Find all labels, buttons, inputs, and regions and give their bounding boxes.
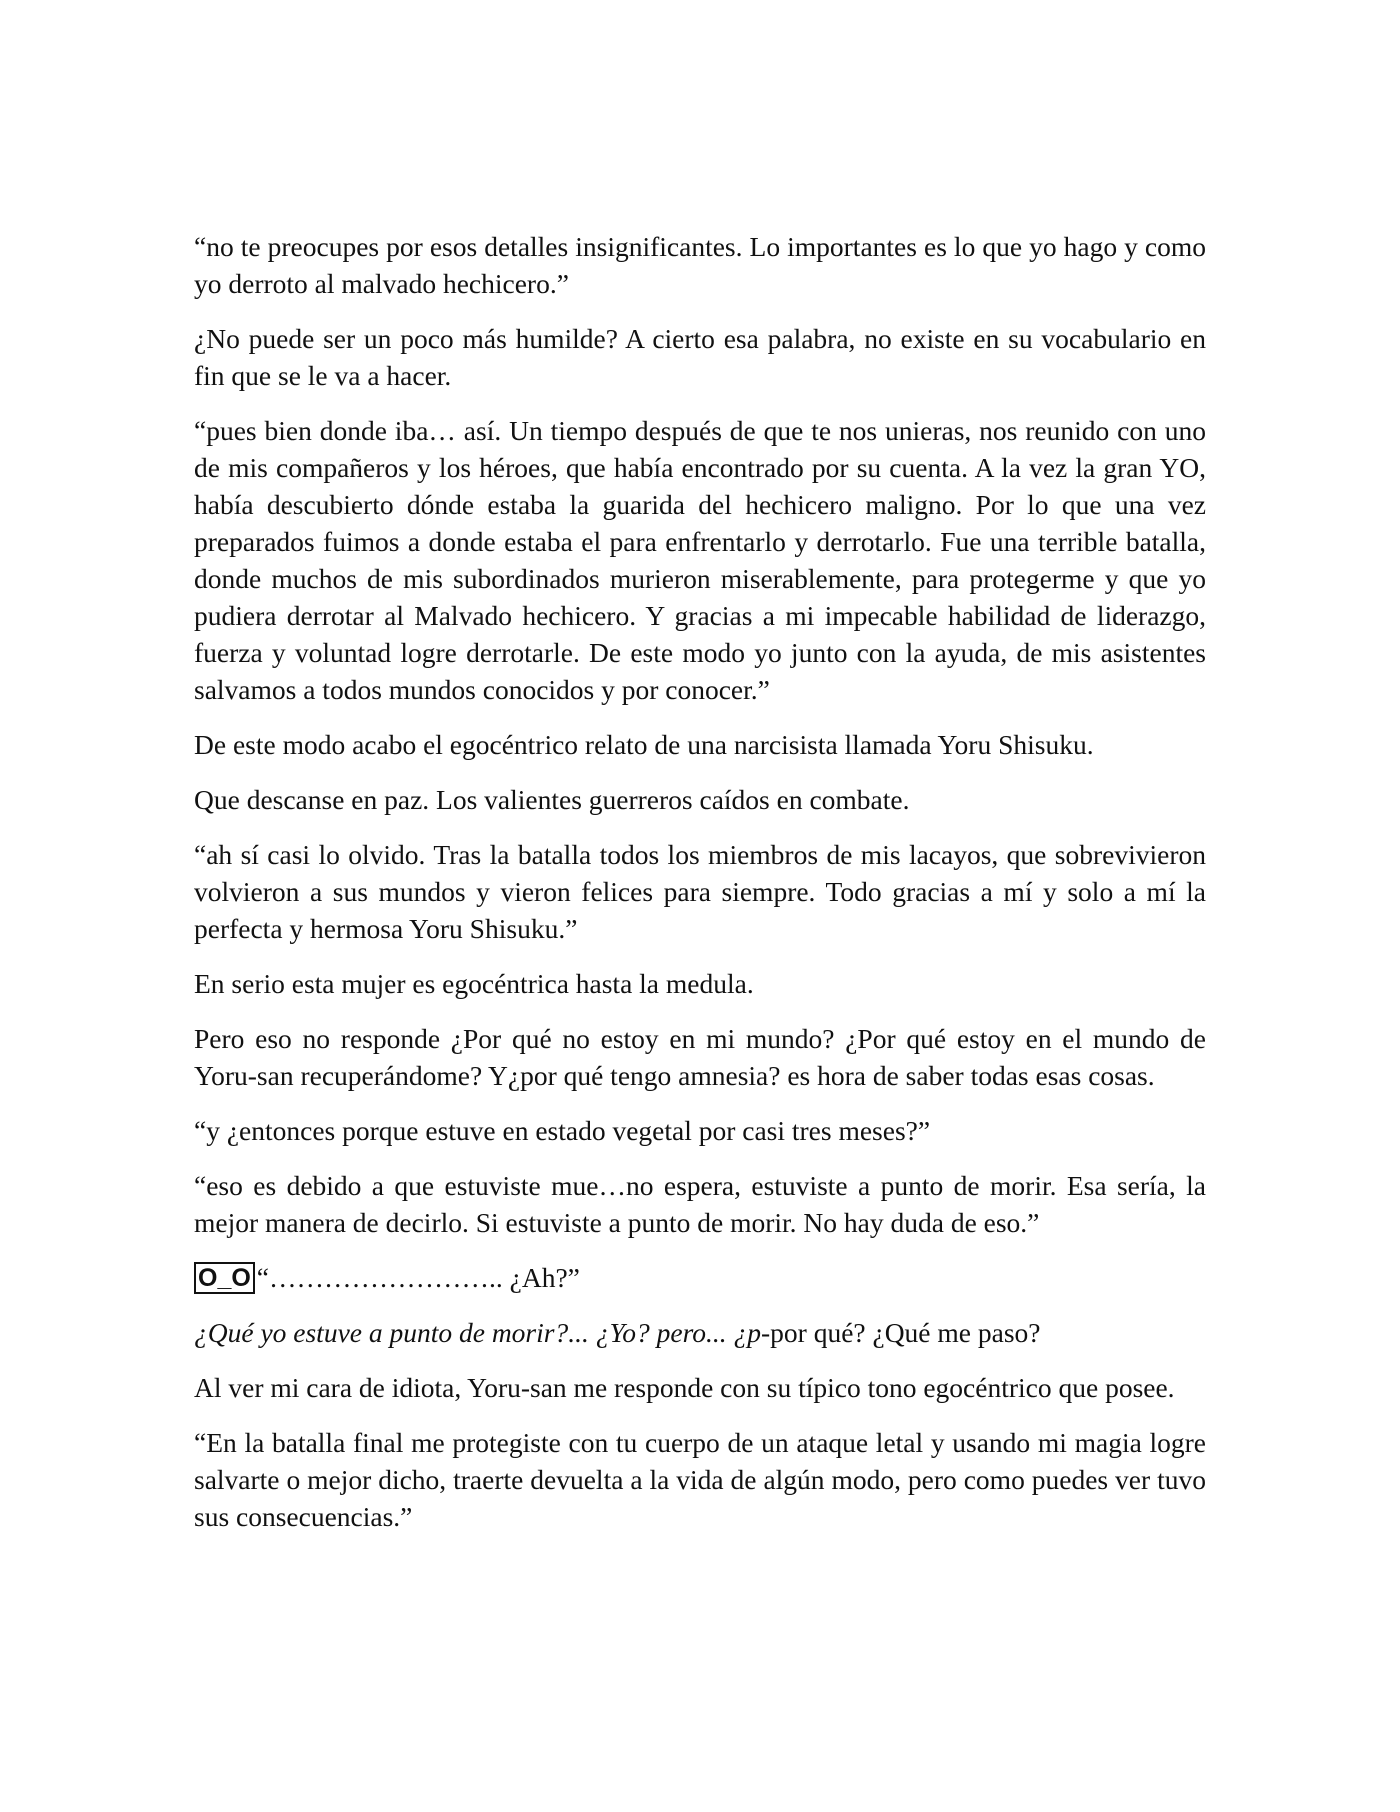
italic-thought: ¿Qué yo estuve a punto de morir?... ¿Yo? pero... ¿p [194,1317,762,1348]
paragraph-6: “ah sí casi lo olvido. Tras la batalla todos los miembros de mis lacayos, que sobrevivieron volvieron a sus mundos y vieron felices para siempre. Todo gracias a mí y solo a mí la perfecta y hermosa Yoru Shisuku.” [194,839,1206,944]
paragraph-3: “pues bien donde iba… así. Un tiempo después de que te nos unieras, nos reunido con uno de mis compañeros y los héroes, que había encontrado por su cuenta. A la vez la gran YO, había descubierto dónde estaba la guarida del hechicero maligno. Por lo que una vez preparados fuimos a donde estaba el para enfrentarlo y derrotarlo. Fue una terrible batalla, donde muchos de mis subordinados murieron miserablemente, para protegerme y que yo pudiera derrotar al Malvado hechicero. Y gracias a mi impecable habilidad de liderazgo, fuerza y voluntad logre derrotarle. De este modo yo junto con la ayuda, de mis asistentes salvamos a todos mundos conocidos y por conocer.” [194,415,1206,705]
document-body [194,228,1206,1553]
paragraph-4: De este modo acabo el egocéntrico relato de una narcisista llamada Yoru Shisuku. [194,729,1094,760]
emote-paragraph [194,1259,1206,1296]
paragraph-8: Pero eso no responde ¿Por qué no estoy en mi mundo? ¿Por qué estoy en el mundo de Yoru-san recuperándome? Y¿por qué tengo amnesia? es hora de saber todas esas cosas. [194,1023,1206,1091]
paragraph-7: En serio esta mujer es egocéntrica hasta la medula. [194,968,754,999]
paragraph-9: “y ¿entonces porque estuve en estado vegetal por casi tres meses?” [194,1115,931,1146]
paragraph-10: “eso es debido a que estuviste mue…no espera, estuviste a punto de morir. Esa sería, la mejor manera de decirlo. Si estuviste a punto de morir. No hay duda de eso.” [194,1170,1206,1238]
paragraph-5: Que descanse en paz. Los valientes guerreros caídos en combate. [194,784,910,815]
paragraph-1: “no te preocupes por esos detalles insignificantes. Lo importantes es lo que yo hago y como yo derroto al malvado hechicero.” [194,231,1206,299]
paragraph-11: Al ver mi cara de idiota, Yoru-san me responde con su típico tono egocéntrico que posee. [194,1372,1175,1403]
emote-text: “…………………….. ¿Ah?” [256,1262,580,1293]
paragraph-2: ¿No puede ser un poco más humilde? A cierto esa palabra, no existe en su vocabulario en fin que se le va a hacer. [194,323,1206,391]
italic-paragraph [194,1314,1206,1351]
thought-continuation: -por qué? ¿Qué me paso? [761,1317,1041,1348]
paragraph-12: “En la batalla final me protegiste con tu cuerpo de un ataque letal y usando mi magia logre salvarte o mejor dicho, traerte devuelta a la vida de algún modo, pero como puedes ver tuvo sus consecuencias.” [194,1427,1206,1532]
emote-box: O_O [194,1262,255,1294]
